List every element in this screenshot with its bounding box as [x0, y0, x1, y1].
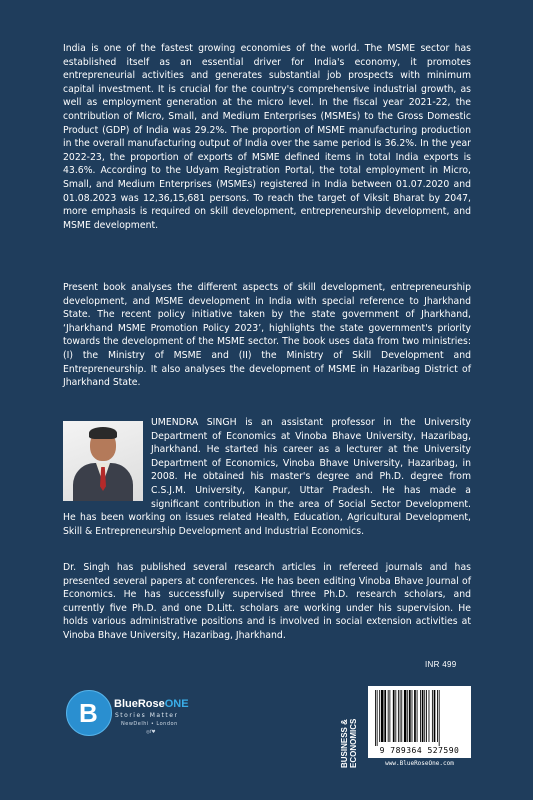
- isbn-digits: 9 789364 527590: [379, 746, 460, 755]
- author-section: [63, 416, 471, 538]
- author-achievements: Dr. Singh has published several research articles in refereed journals and has presented several papers at conferences. He has been editing Vinoba Bhave Journal of Economics. He has successfully supervised three Ph.D. research scholars, and currently five Ph.D. and one D.Litt. scholars are working under his supervision. He holds various administrative positions and is involved in social extension activities at Vinoba Bhave University, Hazaribag, Jharkhand.: [63, 562, 471, 641]
- book-summary-paragraph: Present book analyses the different aspects of skill development, entrepreneurship development, and MSME development in India with special reference to Jharkhand State. The recent policy initiative taken by the state government of Jharkhand, ‘Jharkhand MSME Promotion Policy 2023’, highlights the state government's priority towards the development of the MSME sector. The book uses data from two ministries: (I) the Ministry of MSME and (II) the Ministry of Skill Development and Entrepreneurship. It also analyses the development of MSME in Hazaribag District of Jharkhand State.: [63, 282, 471, 389]
- category-line-1: BUSINESS &: [340, 719, 349, 768]
- barcode-bars-icon: [373, 690, 466, 746]
- publisher-name: [114, 698, 189, 710]
- publisher-website: www.BlueRoseOne.com: [385, 760, 454, 767]
- category-label: [340, 698, 358, 768]
- publisher-name-part1: BlueRose: [114, 698, 165, 710]
- publisher-places: NewDelhi • London: [121, 721, 178, 727]
- barcode: [368, 686, 471, 758]
- publisher-tagline: Stories Matter: [115, 712, 179, 719]
- intro-paragraph: India is one of the fastest growing economies of the world. The MSME sector has established itself as an essential driver for India's economy, it promotes entrepreneurial activities and generates substantial job prospects with minimum capital investment. It is crucial for the country's comprehensive industrial growth, as well as employment generation at the micro level. In the fiscal year 2021-22, the contribution of Micro, Small, and Medium Enterprises (MSMEs) to the Gross Domestic Product (GDP) of India was 29.2%. The proportion of MSME manufacturing production in the overall manufacturing output of India over the same period is 36.2%. In the year 2022-23, the proportion of exports of MSME defined items in total India exports is 43.6%. According to the Udyam Registration Portal, the total employment in Micro, Small, and Medium Enterprises (MSMEs) registered in India between 01.07.2020 and 01.08.2023 was 12,36,15,681 persons. To reach the target of Viksit Bharat by 2047, more emphasis is required on skill development, entrepreneurship development, and MSME development.: [63, 43, 471, 231]
- publisher-name-part2: ONE: [164, 698, 189, 710]
- author-bio: UMENDRA SINGH is an assistant professor in the University Department of Economics at Vinoba Bhave University, Hazaribag, Jharkhand. He started his career as a lecturer at the University Department of Economics, Vinoba Bhave University, Hazaribag, in 2008. He obtained his master's degree and Ph.D. degree from C.S.J.M. University, Kanpur, Uttar Pradesh. He has made a significant contribution in the area of Social Sector Development. He has been working on issues related Health, Education, Agricultural Development, Skill & Entrepreneurship Development and Industrial Economics.: [63, 417, 471, 537]
- logo-circle-icon: [66, 690, 112, 736]
- author-photo: [63, 421, 143, 501]
- publisher-logo: [66, 690, 189, 740]
- price-label: INR 499: [425, 660, 457, 669]
- category-line-2: ECONOMICS: [349, 718, 358, 768]
- social-icons: ◎f♥: [146, 730, 156, 735]
- logo-letter: B: [79, 698, 98, 728]
